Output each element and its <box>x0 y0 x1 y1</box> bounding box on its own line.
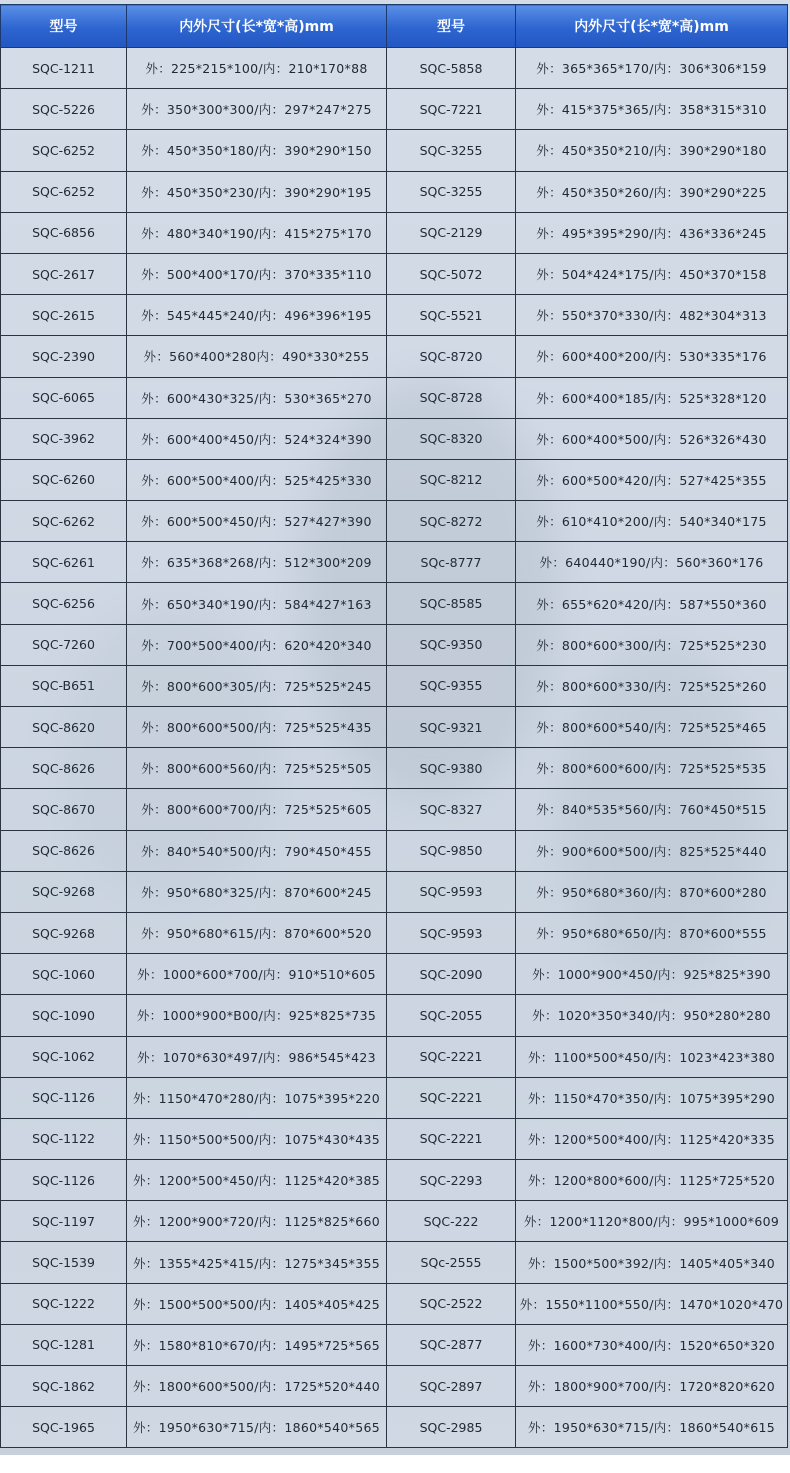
model-cell: SQC-6856 <box>1 212 127 253</box>
size-cell: 外：800*600*330/内：725*525*260 <box>516 665 788 706</box>
table-row <box>1 1201 788 1242</box>
size-cell: 外：600*400*450/内：524*324*390 <box>127 418 387 459</box>
header-size-right: 内外尺寸(长*宽*高)mm <box>516 5 788 48</box>
size-cell: 外：1950*630*715/内：1860*540*615 <box>516 1407 788 1448</box>
table-row <box>1 418 788 459</box>
size-cell: 外：610*410*200/内：540*340*175 <box>516 501 788 542</box>
size-cell: 外：700*500*400/内：620*420*340 <box>127 624 387 665</box>
model-cell: SQc-2555 <box>387 1242 516 1283</box>
size-cell: 外：504*424*175/内：450*370*158 <box>516 253 788 294</box>
size-cell: 外：450*350*230/内：390*290*195 <box>127 171 387 212</box>
size-cell: 外：840*540*500/内：790*450*455 <box>127 830 387 871</box>
model-cell: SQC-8272 <box>387 501 516 542</box>
size-cell: 外：500*400*170/内：370*335*110 <box>127 253 387 294</box>
size-cell: 外：800*600*500/内：725*525*435 <box>127 707 387 748</box>
model-cell: SQC-7260 <box>1 624 127 665</box>
model-cell: SQC-5521 <box>387 295 516 336</box>
size-cell: 外：950*680*615/内：870*600*520 <box>127 912 387 953</box>
size-cell: 外：1580*810*670/内：1495*725*565 <box>127 1324 387 1365</box>
model-cell: SQC-9593 <box>387 912 516 953</box>
size-cell: 外：950*680*650/内：870*600*555 <box>516 912 788 953</box>
model-cell: SQC-1126 <box>1 1160 127 1201</box>
table-row <box>1 253 788 294</box>
model-cell: SQC-6256 <box>1 583 127 624</box>
table-row <box>1 89 788 130</box>
model-cell: SQC-9850 <box>387 830 516 871</box>
table-row <box>1 624 788 665</box>
table-row <box>1 1036 788 1077</box>
table-row <box>1 954 788 995</box>
table-row <box>1 1366 788 1407</box>
model-cell: SQC-2897 <box>387 1366 516 1407</box>
model-cell: SQC-9268 <box>1 912 127 953</box>
table-row <box>1 295 788 336</box>
size-cell: 外：1000*900*B00/内：925*825*735 <box>127 995 387 1036</box>
size-cell: 外：1550*1100*550/内：1470*1020*470 <box>516 1283 788 1324</box>
model-cell: SQC-2090 <box>387 954 516 995</box>
size-cell: 外：600*400*185/内：525*328*120 <box>516 377 788 418</box>
model-cell: SQC-2617 <box>1 253 127 294</box>
model-cell: SQC-9321 <box>387 707 516 748</box>
model-cell: SQC-8212 <box>387 459 516 500</box>
size-cell: 外：1000*900*450/内：925*825*390 <box>516 954 788 995</box>
table-row <box>1 1283 788 1324</box>
model-cell: SQC-B651 <box>1 665 127 706</box>
model-cell: SQC-2615 <box>1 295 127 336</box>
model-cell: SQC-5072 <box>387 253 516 294</box>
model-cell: SQC-2221 <box>387 1077 516 1118</box>
table-row <box>1 912 788 953</box>
model-cell: SQC-3255 <box>387 171 516 212</box>
model-cell: SQC-9380 <box>387 748 516 789</box>
size-cell: 外：800*600*540/内：725*525*465 <box>516 707 788 748</box>
size-cell: 外：1355*425*415/内：1275*345*355 <box>127 1242 387 1283</box>
model-cell: SQC-2522 <box>387 1283 516 1324</box>
size-cell: 外：840*535*560/内：760*450*515 <box>516 789 788 830</box>
size-cell: 外：415*375*365/内：358*315*310 <box>516 89 788 130</box>
table-row <box>1 171 788 212</box>
size-cell: 外：1500*500*500/内：1405*405*425 <box>127 1283 387 1324</box>
table-row <box>1 995 788 1036</box>
size-cell: 外：1950*630*715/内：1860*540*565 <box>127 1407 387 1448</box>
size-cell: 外：450*350*260/内：390*290*225 <box>516 171 788 212</box>
model-cell: SQC-1281 <box>1 1324 127 1365</box>
size-cell: 外：800*600*300/内：725*525*230 <box>516 624 788 665</box>
size-cell: 外：1200*1120*800/内：995*1000*609 <box>516 1201 788 1242</box>
table-row <box>1 748 788 789</box>
table-row <box>1 1118 788 1159</box>
model-cell: SQC-8320 <box>387 418 516 459</box>
table-row <box>1 48 788 89</box>
table-row <box>1 830 788 871</box>
table-row <box>1 583 788 624</box>
size-cell: 外：225*215*100/内：210*170*88 <box>127 48 387 89</box>
size-cell: 外：350*300*300/内：297*247*275 <box>127 89 387 130</box>
model-cell: SQC-8626 <box>1 830 127 871</box>
table-row <box>1 1407 788 1448</box>
table-header-row <box>1 5 788 48</box>
size-cell: 外：1600*730*400/内：1520*650*320 <box>516 1324 788 1365</box>
model-cell: SQC-5226 <box>1 89 127 130</box>
model-cell: SQC-1062 <box>1 1036 127 1077</box>
model-cell: SQC-1539 <box>1 1242 127 1283</box>
size-cell: 外：1000*600*700/内：910*510*605 <box>127 954 387 995</box>
size-cell: 外：800*600*305/内：725*525*245 <box>127 665 387 706</box>
table-row <box>1 130 788 171</box>
size-cell: 外：635*368*268/内：512*300*209 <box>127 542 387 583</box>
size-cell: 外：1200*500*450/内：1125*420*385 <box>127 1160 387 1201</box>
size-cell: 外：550*370*330/内：482*304*313 <box>516 295 788 336</box>
size-cell: 外：560*400*280内：490*330*255 <box>127 336 387 377</box>
model-cell: SQC-8585 <box>387 583 516 624</box>
table-row <box>1 1077 788 1118</box>
model-cell: SQC-1965 <box>1 1407 127 1448</box>
size-cell: 外：1100*500*450/内：1023*423*380 <box>516 1036 788 1077</box>
model-cell: SQC-2055 <box>387 995 516 1036</box>
model-cell: SQC-1211 <box>1 48 127 89</box>
size-cell: 外：655*620*420/内：587*550*360 <box>516 583 788 624</box>
size-cell: 外：480*340*190/内：415*275*170 <box>127 212 387 253</box>
model-cell: SQC-9268 <box>1 871 127 912</box>
table-row <box>1 1242 788 1283</box>
model-cell: SQC-6262 <box>1 501 127 542</box>
table-row <box>1 377 788 418</box>
size-cell: 外：450*350*210/内：390*290*180 <box>516 130 788 171</box>
size-cell: 外：800*600*600/内：725*525*535 <box>516 748 788 789</box>
bottom-margin <box>0 1455 790 1473</box>
size-cell: 外：600*500*420/内：527*425*355 <box>516 459 788 500</box>
table-row <box>1 336 788 377</box>
size-cell: 外：365*365*170/内：306*306*159 <box>516 48 788 89</box>
model-cell: SQC-9350 <box>387 624 516 665</box>
table-row <box>1 459 788 500</box>
model-cell: SQC-7221 <box>387 89 516 130</box>
size-cell: 外：1200*800*600/内：1125*725*520 <box>516 1160 788 1201</box>
size-cell: 外：950*680*325/内：870*600*245 <box>127 871 387 912</box>
model-cell: SQC-1862 <box>1 1366 127 1407</box>
table-body <box>1 48 788 1448</box>
size-cell: 外：1070*630*497/内：986*545*423 <box>127 1036 387 1077</box>
model-cell: SQc-8777 <box>387 542 516 583</box>
size-cell: 外：800*600*700/内：725*525*605 <box>127 789 387 830</box>
model-cell: SQC-2221 <box>387 1036 516 1077</box>
model-cell: SQC-8620 <box>1 707 127 748</box>
model-cell: SQC-8327 <box>387 789 516 830</box>
model-cell: SQC-1060 <box>1 954 127 995</box>
size-cell: 外：1150*470*350/内：1075*395*290 <box>516 1077 788 1118</box>
model-cell: SQC-6261 <box>1 542 127 583</box>
size-cell: 外：600*430*325/内：530*365*270 <box>127 377 387 418</box>
model-cell: SQC-2985 <box>387 1407 516 1448</box>
table-row <box>1 665 788 706</box>
size-cell: 外：1150*470*280/内：1075*395*220 <box>127 1077 387 1118</box>
table-row <box>1 1160 788 1201</box>
header-size-left: 内外尺寸(长*宽*高)mm <box>127 5 387 48</box>
model-cell: SQC-2293 <box>387 1160 516 1201</box>
size-cell: 外：1500*500*392/内：1405*405*340 <box>516 1242 788 1283</box>
model-cell: SQC-2390 <box>1 336 127 377</box>
size-cell: 外：1800*600*500/内：1725*520*440 <box>127 1366 387 1407</box>
size-cell: 外：495*395*290/内：436*336*245 <box>516 212 788 253</box>
model-cell: SQC-6065 <box>1 377 127 418</box>
model-cell: SQC-8670 <box>1 789 127 830</box>
model-cell: SQC-1122 <box>1 1118 127 1159</box>
size-cell: 外：1800*900*700/内：1720*820*620 <box>516 1366 788 1407</box>
model-cell: SQC-6252 <box>1 171 127 212</box>
spec-table <box>0 4 788 1448</box>
model-cell: SQC-2129 <box>387 212 516 253</box>
size-cell: 外：1020*350*340/内：950*280*280 <box>516 995 788 1036</box>
size-cell: 外：450*350*180/内：390*290*150 <box>127 130 387 171</box>
table-row <box>1 542 788 583</box>
model-cell: SQC-8626 <box>1 748 127 789</box>
model-cell: SQC-222 <box>387 1201 516 1242</box>
model-cell: SQC-6260 <box>1 459 127 500</box>
model-cell: SQC-3255 <box>387 130 516 171</box>
model-cell: SQC-9355 <box>387 665 516 706</box>
header-model-left: 型号 <box>1 5 127 48</box>
size-cell: 外：1150*500*500/内：1075*430*435 <box>127 1118 387 1159</box>
model-cell: SQC-2221 <box>387 1118 516 1159</box>
model-cell: SQC-3962 <box>1 418 127 459</box>
table-row <box>1 789 788 830</box>
model-cell: SQC-1222 <box>1 1283 127 1324</box>
table-row <box>1 212 788 253</box>
size-cell: 外：600*400*200/内：530*335*176 <box>516 336 788 377</box>
model-cell: SQC-5858 <box>387 48 516 89</box>
size-cell: 外：900*600*500/内：825*525*440 <box>516 830 788 871</box>
model-cell: SQC-8728 <box>387 377 516 418</box>
size-cell: 外：600*400*500/内：526*326*430 <box>516 418 788 459</box>
size-cell: 外：1200*500*400/内：1125*420*335 <box>516 1118 788 1159</box>
header-model-right: 型号 <box>387 5 516 48</box>
model-cell: SQC-1197 <box>1 1201 127 1242</box>
model-cell: SQC-2877 <box>387 1324 516 1365</box>
model-cell: SQC-9593 <box>387 871 516 912</box>
table-row <box>1 501 788 542</box>
size-cell: 外：650*340*190/内：584*427*163 <box>127 583 387 624</box>
model-cell: SQC-6252 <box>1 130 127 171</box>
table-row <box>1 707 788 748</box>
table-row <box>1 871 788 912</box>
size-cell: 外：600*500*450/内：527*427*390 <box>127 501 387 542</box>
size-cell: 外：1200*900*720/内：1125*825*660 <box>127 1201 387 1242</box>
size-cell: 外：640440*190/内：560*360*176 <box>516 542 788 583</box>
model-cell: SQC-1126 <box>1 1077 127 1118</box>
size-cell: 外：600*500*400/内：525*425*330 <box>127 459 387 500</box>
model-cell: SQC-1090 <box>1 995 127 1036</box>
model-cell: SQC-8720 <box>387 336 516 377</box>
size-cell: 外：950*680*360/内：870*600*280 <box>516 871 788 912</box>
size-cell: 外：800*600*560/内：725*525*505 <box>127 748 387 789</box>
table-row <box>1 1324 788 1365</box>
size-cell: 外：545*445*240/内：496*396*195 <box>127 295 387 336</box>
